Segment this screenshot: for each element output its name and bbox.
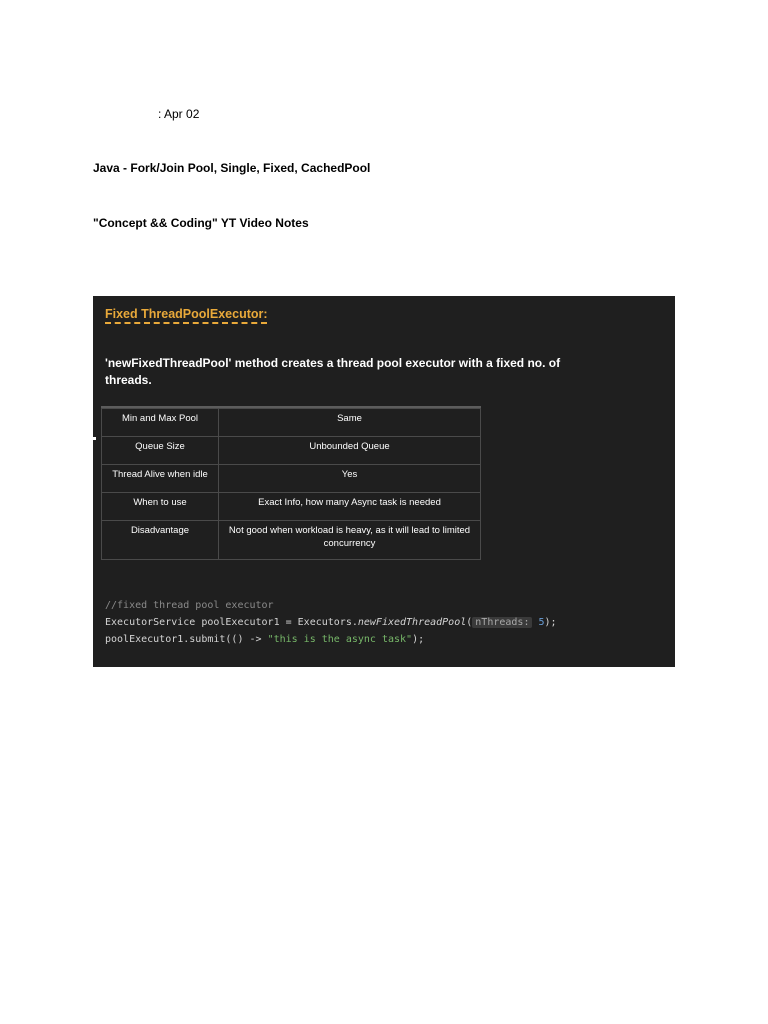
code-line-3 <box>105 634 424 645</box>
code-token: ( <box>466 617 473 628</box>
code-block <box>105 597 557 648</box>
table-cell-key: When to use <box>102 493 219 521</box>
table-row <box>102 493 481 521</box>
table-row <box>102 521 481 560</box>
table-cell-value: Same <box>219 409 481 437</box>
code-string: "this is the async task" <box>267 634 413 645</box>
section-description: 'newFixedThreadPool' method creates a thread pool executor with a fixed no. of threads. <box>105 356 561 387</box>
notes-screenshot <box>93 296 675 667</box>
info-table <box>101 406 481 562</box>
table-cell-key: Queue Size <box>102 437 219 465</box>
page-title: Java - Fork/Join Pool, Single, Fixed, CachedPool <box>93 161 371 175</box>
page-subtitle: "Concept && Coding" YT Video Notes <box>93 216 309 230</box>
margin-marker <box>93 437 96 440</box>
section-heading: Fixed ThreadPoolExecutor: <box>105 307 268 321</box>
table-row <box>102 437 481 465</box>
table-cell-value: Yes <box>219 465 481 493</box>
code-token: ExecutorService poolExecutor1 = Executors. <box>105 617 358 628</box>
code-token: ); <box>412 634 425 645</box>
date-line: : Apr 02 <box>158 107 200 121</box>
table-row <box>102 465 481 493</box>
code-line-2 <box>105 617 557 628</box>
table-cell-key: Thread Alive when idle <box>102 465 219 493</box>
parameter-hint: nThreads: <box>472 617 532 628</box>
table-cell-value: Exact Info, how many Async task is needed <box>219 493 481 521</box>
code-method: newFixedThreadPool <box>357 617 467 628</box>
code-token: ); <box>544 617 557 628</box>
table-row <box>102 409 481 437</box>
code-token: poolExecutor1.submit(() -> <box>105 634 268 645</box>
table-cell-value: Unbounded Queue <box>219 437 481 465</box>
code-comment: //fixed thread pool executor <box>105 600 274 611</box>
table-cell-key: Min and Max Pool <box>102 409 219 437</box>
table-cell-key: Disadvantage <box>102 521 219 560</box>
table-cell-value: Not good when workload is heavy, as it will lead to limited concurrency <box>219 521 481 560</box>
heading-underline <box>105 322 267 324</box>
code-number: 5 <box>538 617 545 628</box>
